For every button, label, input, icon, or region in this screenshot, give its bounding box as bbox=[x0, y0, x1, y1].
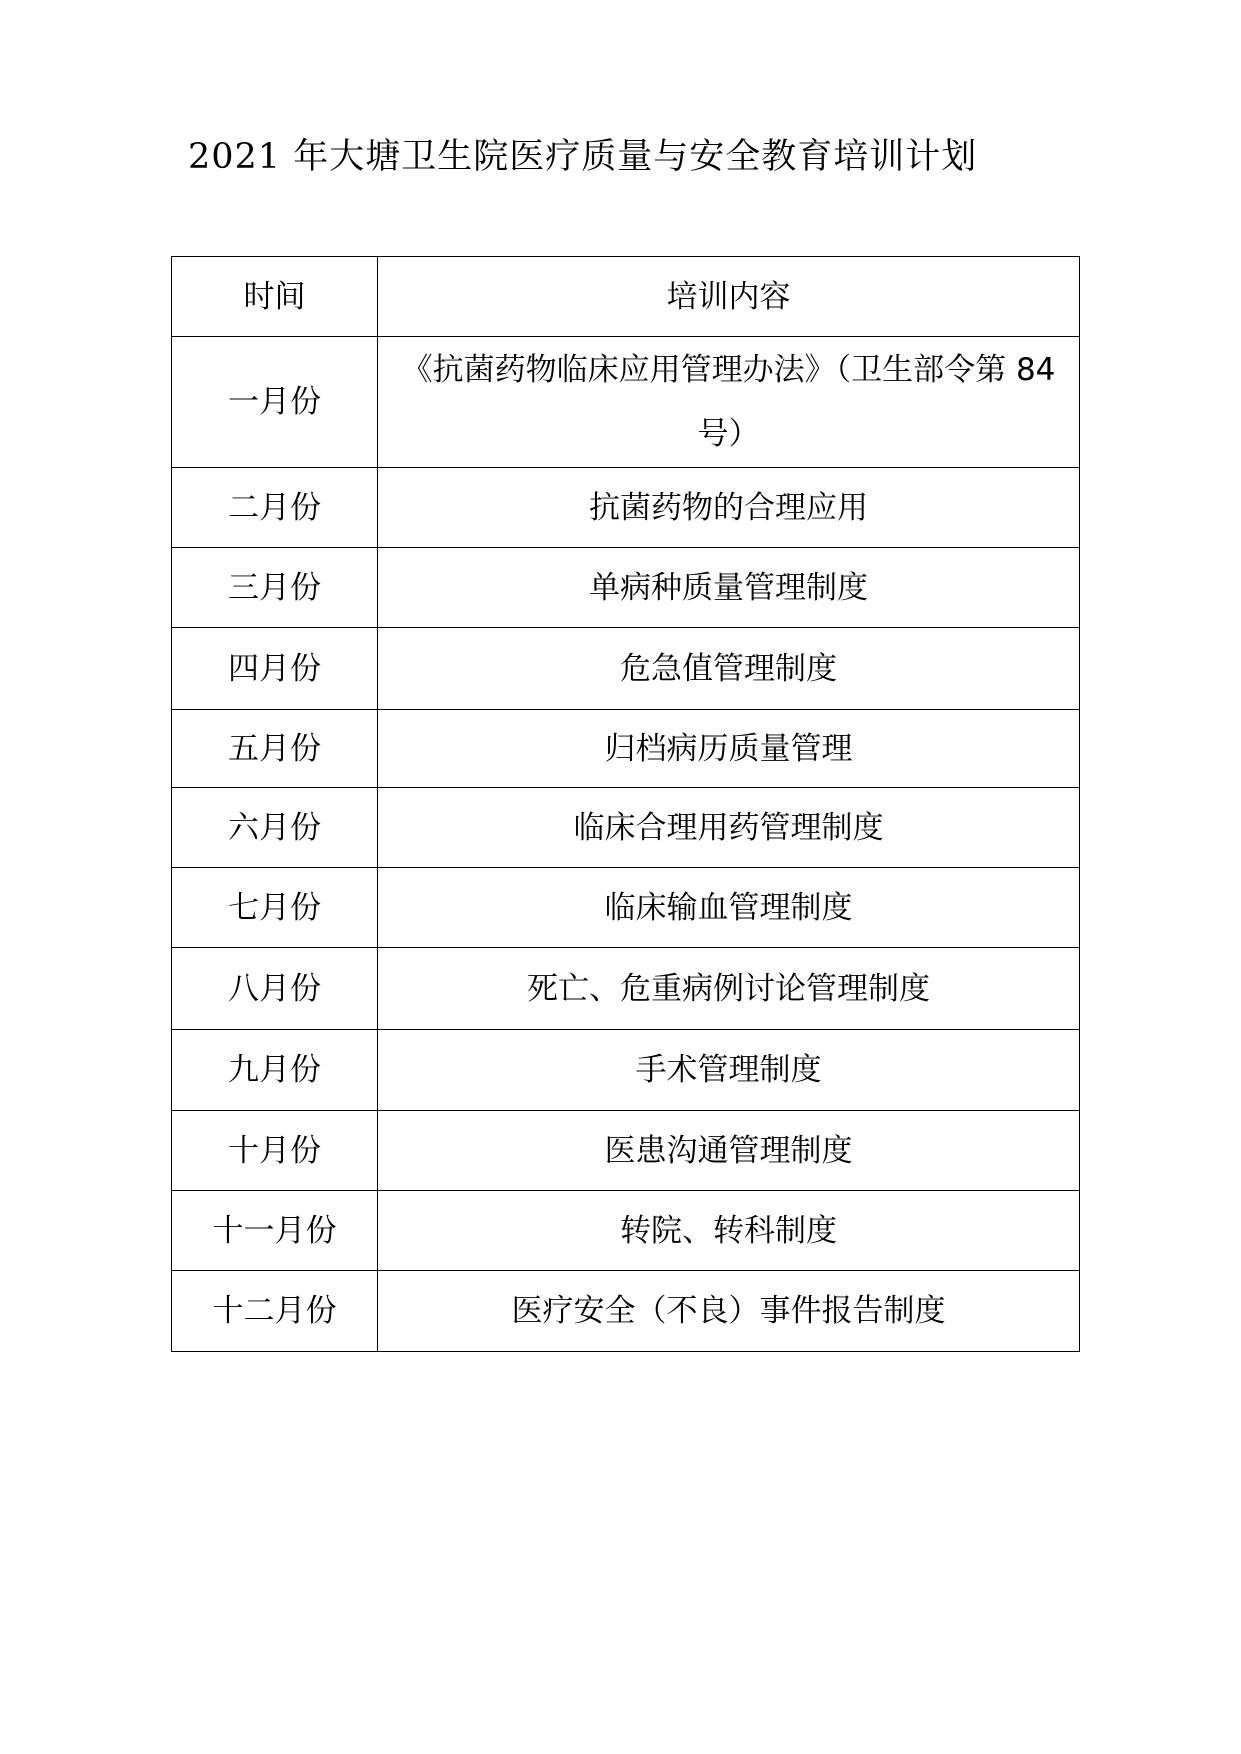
row-month: 九月份 bbox=[172, 1030, 378, 1111]
row-month: 七月份 bbox=[172, 868, 378, 948]
row-content: 医疗安全（不良）事件报告制度 bbox=[378, 1271, 1080, 1352]
table-row bbox=[172, 948, 1080, 1030]
row-content: 手术管理制度 bbox=[378, 1030, 1080, 1111]
row-content: 单病种质量管理制度 bbox=[378, 548, 1080, 628]
row-month: 一月份 bbox=[172, 337, 378, 468]
row-month: 五月份 bbox=[172, 710, 378, 788]
table-row bbox=[172, 868, 1080, 948]
row-content: 死亡、危重病例讨论管理制度 bbox=[378, 948, 1080, 1030]
table-row bbox=[172, 788, 1080, 868]
row-month: 二月份 bbox=[172, 468, 378, 548]
row-content: 转院、转科制度 bbox=[378, 1191, 1080, 1271]
row-content: 《抗菌药物临床应用管理办法》（卫生部令第 84 号） bbox=[378, 337, 1080, 468]
row-content: 临床输血管理制度 bbox=[378, 868, 1080, 948]
row-month: 四月份 bbox=[172, 628, 378, 710]
table-row bbox=[172, 1030, 1080, 1111]
table-row bbox=[172, 1111, 1080, 1191]
row-month: 八月份 bbox=[172, 948, 378, 1030]
training-plan-table bbox=[171, 256, 1080, 1352]
row-month: 十一月份 bbox=[172, 1191, 378, 1271]
row-content: 归档病历质量管理 bbox=[378, 710, 1080, 788]
table-row bbox=[172, 337, 1080, 468]
row-content: 医患沟通管理制度 bbox=[378, 1111, 1080, 1191]
page-title: 2021 年大塘卫生院医疗质量与安全教育培训计划 bbox=[188, 137, 978, 177]
header-content: 培训内容 bbox=[378, 257, 1080, 337]
table-row bbox=[172, 1271, 1080, 1352]
row-content: 危急值管理制度 bbox=[378, 628, 1080, 710]
table-row bbox=[172, 468, 1080, 548]
table-header-row bbox=[172, 257, 1080, 337]
table-row bbox=[172, 1191, 1080, 1271]
table-row bbox=[172, 548, 1080, 628]
row-month: 六月份 bbox=[172, 788, 378, 868]
row-content: 抗菌药物的合理应用 bbox=[378, 468, 1080, 548]
row-month: 十二月份 bbox=[172, 1271, 378, 1352]
row-content: 临床合理用药管理制度 bbox=[378, 788, 1080, 868]
header-time: 时间 bbox=[172, 257, 378, 337]
table-row bbox=[172, 710, 1080, 788]
row-month: 三月份 bbox=[172, 548, 378, 628]
row-month: 十月份 bbox=[172, 1111, 378, 1191]
table-row bbox=[172, 628, 1080, 710]
